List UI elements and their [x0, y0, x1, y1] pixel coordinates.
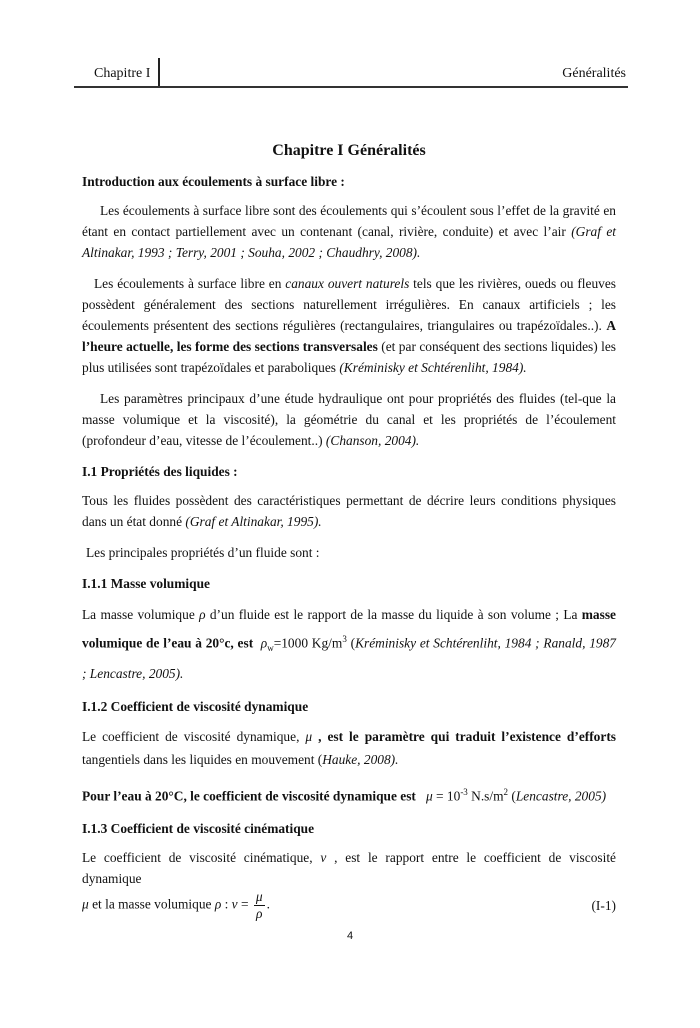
page-title: Chapitre I Généralités — [272, 142, 426, 159]
header-chapter: Chapitre I — [94, 66, 151, 81]
section-1-paragraph: Tous les fluides possèdent des caractéristiques permettant de décrire leurs conditions physiques dans un état donné (Graf et Altinakar, 1995). — [82, 493, 616, 529]
section-1-3-heading: I.1.3 Coefficient de viscosité cinématique — [82, 820, 315, 836]
citation: Lencastre, 2005) — [515, 788, 607, 804]
section-1-heading: I.1 Propriétés des liquides : — [82, 464, 238, 479]
rho-symbol: ρ — [199, 607, 206, 622]
section-1-2-paragraph-2: Pour l’eau à 20°C, le coefficient de viscosité dynamique est $\mu = 10^{-3}$ $N.s/m^2$ (Lencastre, 2005) — [82, 787, 607, 804]
section-1-2-paragraph-1: Le coefficient de viscosité dynamique, μ , est le paramètre qui traduit l’existence d’efforts tangentiels dans les liquides en mouvement (Hauke, 2008). — [82, 729, 616, 768]
header-section: Généralités — [562, 66, 626, 81]
section-1-1-heading: I.1.1 Masse volumique — [82, 576, 210, 591]
page-body — [82, 140, 616, 922]
intro-heading: Introduction aux écoulements à surface libre : — [82, 174, 345, 189]
header-rule — [74, 86, 628, 88]
fraction-mu-over-rho: $\frac{\mu}{\rho}$ — [255, 888, 263, 921]
citation: (Graf et Altinakar, 1993 ; Terry, 2001 ; Souha, 2002 ; Chaudhry, 2008). — [82, 224, 616, 260]
section-1-1-paragraph: La masse volumique ρ d’un fluide est le rapport de la masse du liquide à son volume ; La masse volumique de l’eau à 20°c, est $\rho_w=1000$ $Kg/m^3$ (Kréminisky et Schtérenliht, 1984 ; Ranald, 1987 ; Lencastre, 2005). — [82, 607, 617, 682]
header-divider — [158, 58, 160, 88]
equation-number: (I-1) — [591, 897, 616, 913]
citation: (Chanson, 2004). — [325, 433, 420, 448]
mu-symbol: μ — [305, 729, 313, 745]
intro-paragraph-2: Les écoulements à surface libre en canaux ouvert naturels tels que les rivières, oueds ou fleuves possèdent généralement des sections naturellement irrégulières. En canaux artificiels ; les écoulements présentent des sections régulières (rectangulaires, triangulaires ou trapézoïdales..). A l’heure actuelle, les forme des sections transversales (et par conséquent des sections liquides) les plus utilisées sont trapézoïdales et paraboliques (Kréminisky et Schtérenliht, 1984). — [82, 276, 617, 375]
section-1-3-paragraph: Le coefficient de viscosité cinématique, ν , est le rapport entre le coefficient de viscosité dynamique — [82, 849, 616, 886]
intro-paragraph-3: Les paramètres principaux d’une étude hydraulique ont pour propriétés des fluides (tel-que la masse volumique et la viscosité), la géométrie du canal et les propriétés de l’écoulement (profondeur d’eau, vitesse de l’écoulement..) (Chanson, 2004). — [82, 391, 616, 448]
running-header — [74, 58, 628, 88]
citation: (Kréminisky et Schtérenliht, 1984). — [339, 360, 527, 375]
citation: (Graf et Altinakar, 1995). — [185, 514, 322, 529]
section-1-2-heading: I.1.2 Coefficient de viscosité dynamique — [82, 699, 309, 715]
section-1-list-intro: Les principales propriétés d’un fluide sont : — [86, 545, 320, 560]
equation-line: μ et la masse volumique ρ : ν = $\frac{\mu}{\rho}$ . (I-1) — [82, 888, 616, 921]
page-number: 4 — [346, 930, 354, 942]
citation: Hauke, 2008). — [322, 752, 399, 768]
intro-paragraph-1: Les écoulements à surface libre sont des écoulements qui s’écoulent sous l’effet de la gravité en étant en contact partiellement avec un contenant (canal, rivière, conduite) et avec l’air (Graf et Altinakar, 1993 ; Terry, 2001 ; Souha, 2002 ; Chaudhry, 2008). — [82, 203, 616, 260]
citation: Kréminisky et Schtérenliht, 1984 ; Ranald, 1987 ; Lencastre, 2005). — [82, 635, 617, 682]
